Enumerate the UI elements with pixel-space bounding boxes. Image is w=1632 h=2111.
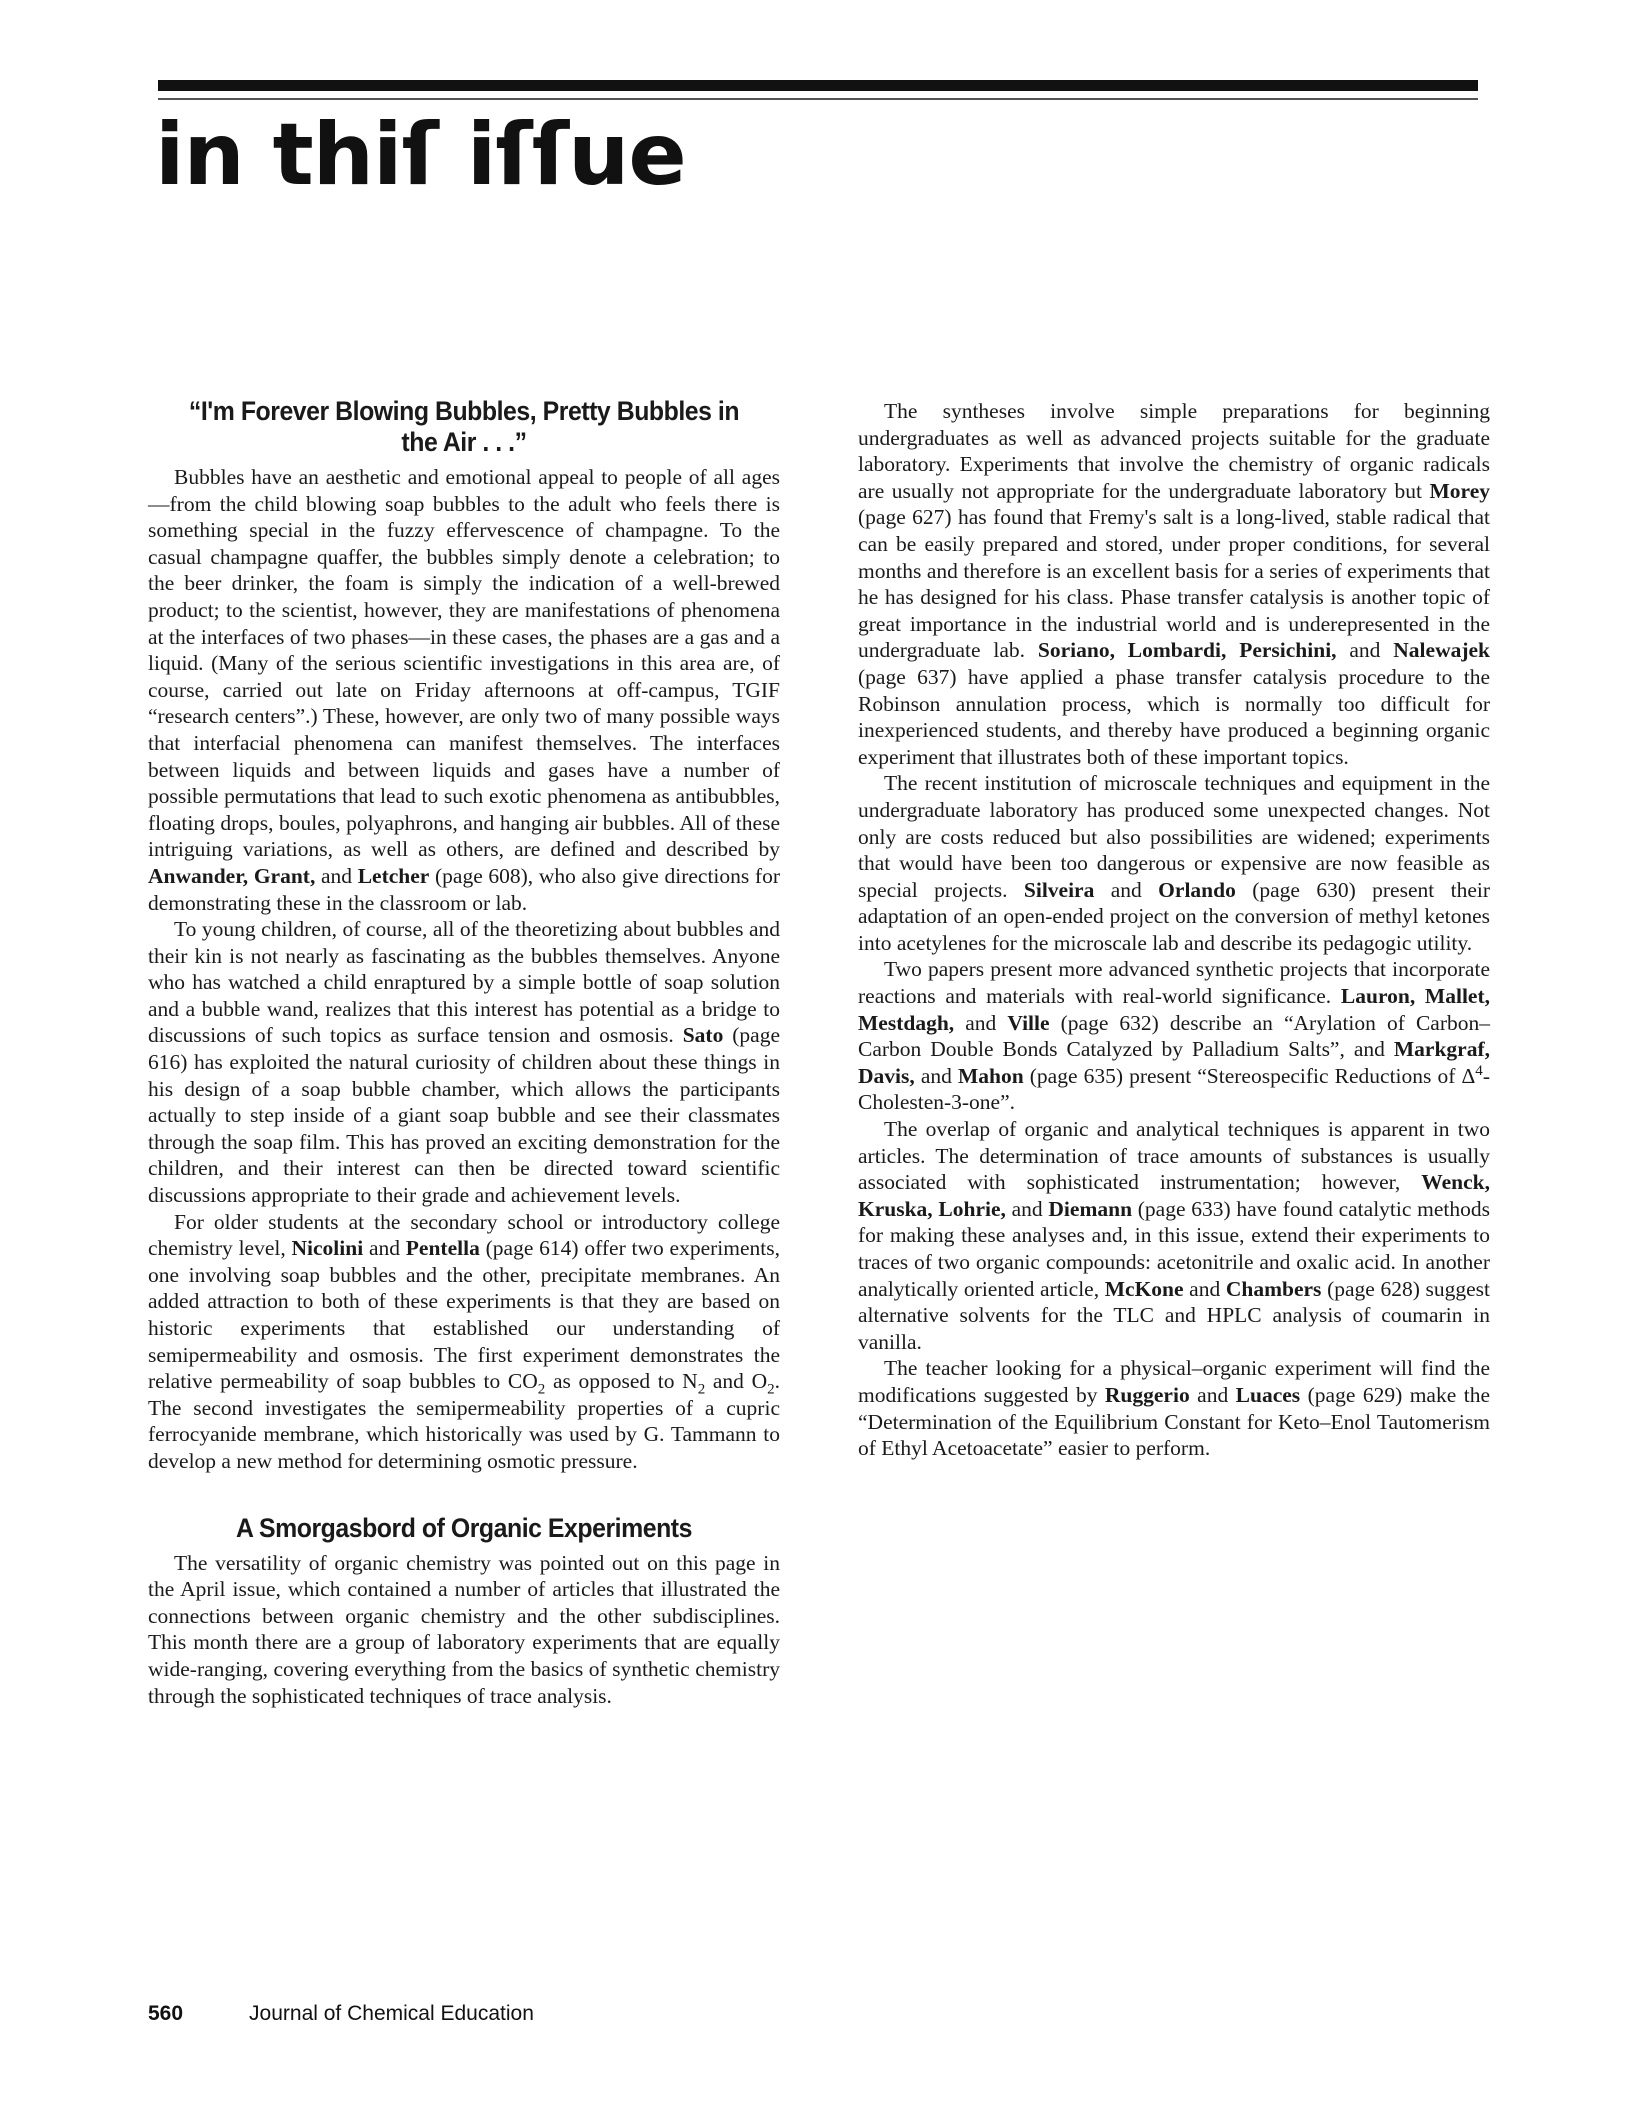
author-name: Nalewajek [1393, 638, 1491, 663]
author-name: Grant, [253, 863, 316, 888]
article-title-bubbles: “I'm Forever Blowing Bubbles, Pretty Bubbles in the Air . . .” [188, 396, 740, 457]
paragraph: The versatility of organic chemistry was pointed out on this page in the April issue, which contained a number of articles that illustrated the connections between organic chemistry and the other subdisciplines. This month there are a group of laboratory experiments that are equally wide-ranging, covering everything from the basics of synthetic chemistry through the sophisticated techniques of trace analysis. [148, 1550, 780, 1708]
journal-name: Journal of Chemical Education [249, 2002, 534, 2025]
author-name: McKone [1104, 1276, 1184, 1301]
paragraph: The syntheses involve simple preparations for beginning undergraduates as well as advanced projects suitable for the graduate laboratory. Experiments that involve the chemistry of organic radicals are usually not appropriate for the undergraduate laboratory but Morey (page 627) has found that Fremy's salt is a long-lived, stable radical that can be easily prepared and stored, under proper conditions, for several months and therefore is an excellent basis for a series of experiments that he has designed for his class. Phase transfer catalysis is another topic of great importance in the industrial world and is underepresented in the undergraduate lab. Soriano, Lombardi, Persichini, and Nalewajek (page 637) have applied a phase transfer catalysis procedure to the Robinson annulation process, which is normally too difficult for inexperienced students, and thereby have produced a beginning organic experiment that illustrates both of these important topics. [858, 399, 1491, 769]
author-name: Wenck, Kruska, Lohrie, [858, 1170, 1490, 1221]
author-name: Pentella [405, 1236, 480, 1261]
left-column [148, 396, 780, 1709]
paragraph: The recent institution of microscale techniques and equipment in the undergraduate laboratory has produced some unexpected changes. Not only are costs reduced but also possibilities are widened; experiments that would have been too dangerous or expensive are now feasible as special projects. Silveira and Orlando (page 630) present their adaptation of an open-ended project on the conversion of methyl ketones into acetylenes for the microscale lab and describe its pedagogic utility. [858, 771, 1490, 955]
top-rule-thin [158, 98, 1478, 100]
author-name: Morey [1429, 478, 1490, 503]
article-title-organic: A Smorgasbord of Organic Experiments [236, 1512, 692, 1543]
author-name: Lauron, Mallet, Mestdagh, [858, 984, 1490, 1035]
author-name: Nicolini [291, 1236, 364, 1261]
section-masthead: in thiſ iſſue [155, 105, 686, 205]
paragraph: The teacher looking for a physical–organic experiment will find the modifications suggested by Ruggerio and Luaces (page 629) make the “Determination of the Equilibrium Constant for Keto–Enol Tautomerism of Ethyl Acetoacetate” easier to perform. [858, 1356, 1490, 1461]
top-rule-thick [158, 80, 1478, 91]
author-name: Chambers [1225, 1276, 1322, 1301]
author-name: Soriano, Lombardi, Persichini, [1037, 638, 1337, 663]
author-name: Ville [1007, 1010, 1050, 1035]
page-number: 560 [148, 2002, 184, 2025]
author-name: Luaces [1235, 1382, 1301, 1407]
author-name: Letcher [357, 863, 430, 888]
paragraph: Bubbles have an aesthetic and emotional appeal to people of all ages—from the child blowing soap bubbles to the adult who feels there is something special in the fuzzy effervescence of champagne. To the casual champagne quaffer, the bubbles simply denote a celebration; to the beer drinker, the foam is simply the indication of a well-brewed product; to the scientist, however, they are manifestations of phenomena at the interfaces of two phases—in these cases, the phases are a gas and a liquid. (Many of the serious scientific investigations in this area are, of course, carried out late on Friday afternoons at off-campus, TGIF “research centers”.) These, however, are only two of many possible ways that interfacial phenomena can manifest themselves. The interfaces between liquids and between liquids and gases have a number of possible permutations that lead to such exotic phenomena as antibubbles, floating drops, boules, polyaphrons, and hanging air bubbles. All of these intriguing variations, as well as others, are defined and described by Anwander, Grant, and Letcher (page 608), who also give directions for demonstrating these in the classroom or lab. [148, 465, 780, 915]
paragraph: To young children, of course, all of the theoretizing about bubbles and their kin is not nearly as fascinating as the bubbles themselves. Anyone who has watched a child enraptured by a simple bottle of soap solution and a bubble wand, realizes that this interest has potential as a bridge to discussions of such topics as surface tension and osmosis. Sato (page 616) has exploited the natural curiosity of children about these things in his design of a soap bubble chamber, which allows the participants actually to step inside of a giant soap bubble and see their classmates through the soap film. This has proved an exciting demonstration for the children, and their interest can then be directed toward scientific discussions appropriate to their grade and achievement levels. [148, 917, 780, 1208]
paragraph: For older students at the secondary school or introductory college chemistry level, Nicolini and Pentella (page 614) offer two experiments, one involving soap bubbles and the other, precipitate membranes. An added attraction to both of these experiments is that they are based on historic experiments that established our understanding of semipermeability and osmosis. The first experiment demonstrates the relative permeability of soap bubbles to $CO_2$ as opposed to $N_2$ and $O_2$. The second investigates the semipermeability properties of a cupric ferrocyanide membrane, which historically was used by G. Tammann to develop a new method for determining osmotic pressure. [148, 1209, 780, 1473]
author-name: Ruggerio [1104, 1382, 1190, 1407]
paragraph: The overlap of organic and analytical techniques is apparent in two articles. The determination of trace amounts of substances is usually associated with sophisticated instrumentation; however, Wenck, Kruska, Lohrie, and Diemann (page 633) have found catalytic methods for making these analyses and, in this issue, extend their experiments to traces of two organic compounds: acetonitrile and oxalic acid. In another analytically oriented article, McKone and Chambers (page 628) suggest alternative solvents for the TLC and HPLC analysis of coumarin in vanilla. [858, 1117, 1491, 1354]
author-name: Mahon [957, 1063, 1024, 1088]
page-footer [148, 2002, 534, 2026]
paragraph: Two papers present more advanced synthetic projects that incorporate reactions and materials with real-world significance. Lauron, Mallet, Mestdagh, and Ville (page 632) describe an “Arylation of Carbon–Carbon Double Bonds Catalyzed by Palladium Salts”, and Markgraf, Davis, and Mahon (page 635) present “Stereospecific Reductions of $\Delta^4-Cholesten-3$-one”. [858, 957, 1490, 1115]
author-name: Orlando [1158, 877, 1236, 902]
author-name: Sato [682, 1023, 724, 1048]
author-name: Diemann [1048, 1196, 1133, 1221]
author-name: Anwander, [148, 863, 249, 888]
author-name: Silveira [1023, 877, 1095, 902]
author-name: Markgraf, Davis, [858, 1037, 1490, 1088]
right-column [858, 398, 1490, 1462]
